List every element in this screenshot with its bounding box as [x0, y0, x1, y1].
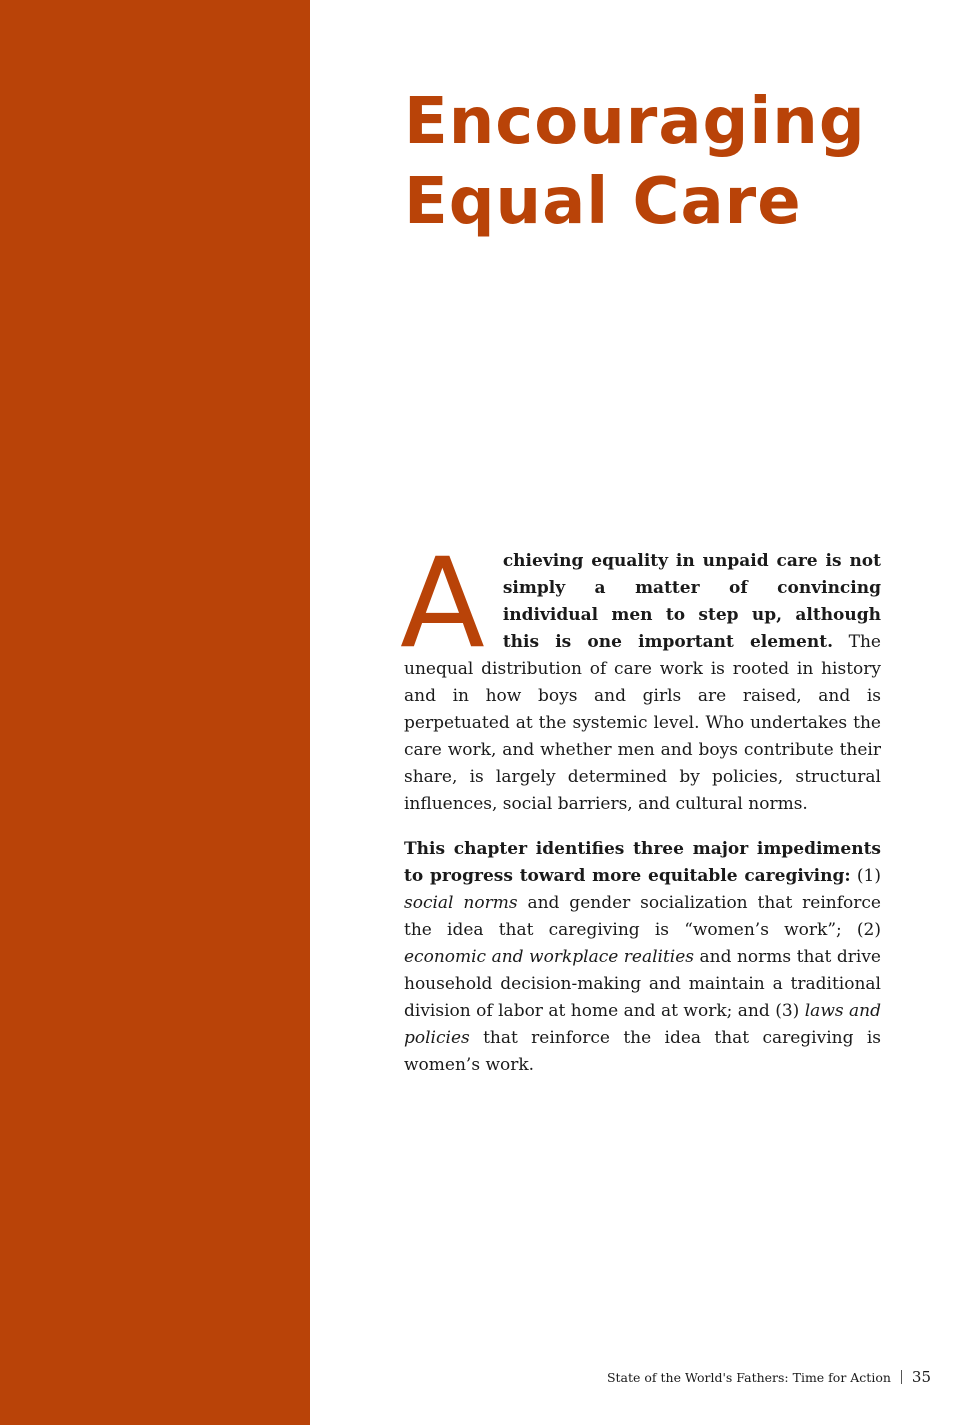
chapter-title [404, 82, 944, 242]
impediments-seg-3: and norms that drive household decision-making and maintain a traditional division of labor at home and at work; and (3) [404, 947, 881, 1021]
side-color-band [0, 0, 310, 1425]
chapter-title-line-1: Encouraging [404, 85, 866, 159]
page-number: 35 [911, 1368, 931, 1386]
impediment-economic-workplace: economic and workplace realities [404, 947, 695, 967]
impediments-seg-2: and gender socialization that reinforce the idea that caregiving is “women’s work”; (2) [404, 893, 881, 940]
impediments-seg-4: that reinforce the idea that caregiving is women’s work. [404, 1028, 881, 1075]
page-footer [607, 1368, 931, 1386]
impediment-laws-policies: laws and policies [404, 1001, 882, 1048]
footer-divider [901, 1370, 902, 1384]
chapter-title-line-2: Equal Care [404, 165, 802, 239]
drop-cap: A [400, 532, 485, 676]
intro-lead-bold: chieving equality in unpaid care is not simply a matter of convincing individual men to step up, although this is one important element. [502, 551, 881, 652]
intro-paragraph [400, 532, 881, 818]
body-text [400, 532, 882, 1079]
footer-publication-title: State of the World's Fathers: Time for Action [606, 1369, 891, 1385]
impediment-social-norms: social norms [404, 893, 518, 913]
intro-rest: The unequal distribution of care work is rooted in history and in how boys and girls are raised, and is perpetuated at the systemic level. Who undertakes the care work, and whether men and boys contribute their share, is largely determined by policies, structural influences, social barriers, and cultural norms. [404, 632, 881, 814]
impediments-seg-1: (1) [850, 866, 881, 886]
impediments-paragraph [404, 836, 881, 1079]
impediments-lead-bold: This chapter identifies three major impediments to progress toward more equitable caregiving: [404, 839, 881, 886]
